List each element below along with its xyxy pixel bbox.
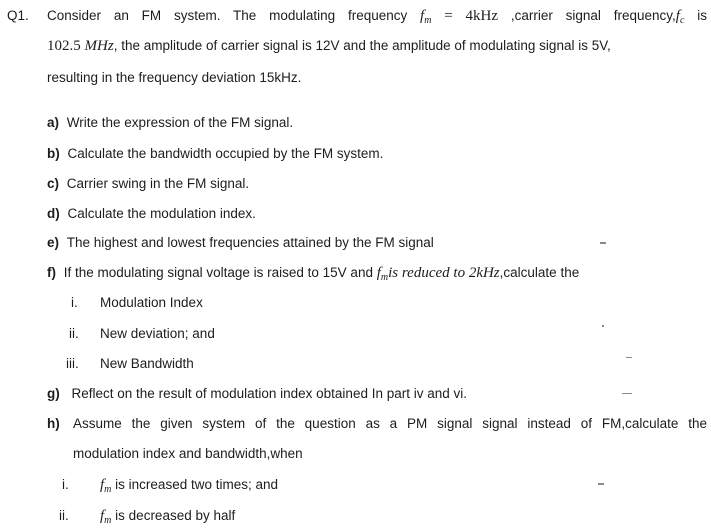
- part-h-line-1: Assume the given system of the question as a PM signal signal instead of FM,calculate the: [73, 416, 707, 431]
- fm-value: = 4kHz: [444, 8, 499, 24]
- intro-text-1: Consider an FM system. The modulating frequency: [47, 8, 408, 23]
- part-a-text: Write the expression of the FM signal.: [66, 115, 294, 130]
- part-g: [47, 386, 467, 401]
- part-f-sub-2: [69, 326, 215, 341]
- part-b-label: b): [47, 146, 60, 161]
- part-e: [47, 235, 434, 250]
- part-h-sub-2-text: is decreased by half: [115, 508, 236, 523]
- part-b-text: Calculate the bandwidth occupied by the FM system.: [67, 146, 384, 161]
- part-f-sub-3-num: iii.: [66, 356, 79, 371]
- intro-line-2: [47, 38, 611, 55]
- part-h-sub-1-fm-symbol: $f_m$: [100, 477, 112, 495]
- part-f-math-text: is reduced to 2kHz: [388, 265, 500, 281]
- scan-speck: [602, 325, 604, 327]
- scan-speck: [600, 242, 606, 244]
- part-h-sub-1-num: i.: [62, 477, 69, 492]
- part-d: [47, 206, 256, 221]
- carrier-freq-unit: MHz: [84, 38, 114, 54]
- part-d-text: Calculate the modulation index.: [67, 206, 256, 221]
- part-f-fm-symbol: $f_m$: [376, 265, 389, 283]
- part-e-label: e): [47, 235, 60, 250]
- part-f: [47, 265, 579, 282]
- part-h-sub-2: [59, 508, 235, 525]
- intro-line-1: [47, 8, 707, 25]
- part-a-label: a): [47, 115, 60, 130]
- carrier-freq-value: 102.5: [47, 38, 81, 54]
- fm-symbol: $f_m$: [420, 8, 432, 26]
- scan-speck: [626, 357, 632, 358]
- part-h-sub-2-num: ii.: [59, 508, 69, 523]
- part-f-label: f): [47, 265, 56, 280]
- part-c-text: Carrier swing in the FM signal.: [66, 176, 250, 191]
- part-c-label: c): [47, 176, 60, 191]
- intro-line-3: resulting in the frequency deviation 15kHz.: [47, 70, 302, 85]
- part-h-sub-2-fm-symbol: $f_m$: [100, 508, 112, 526]
- scan-speck: [598, 483, 604, 485]
- part-h-line-2: modulation index and bandwidth,when: [73, 446, 303, 461]
- part-d-label: d): [47, 206, 60, 221]
- part-f-sub-2-text: New deviation; and: [100, 326, 215, 341]
- part-h-label: h): [47, 416, 60, 431]
- part-a: [47, 115, 293, 130]
- part-g-text: Reflect on the result of modulation index obtained In part iv and vi.: [71, 386, 468, 401]
- part-e-text: The highest and lowest frequencies attained by the FM signal: [66, 235, 434, 250]
- part-c: [47, 176, 249, 191]
- part-f-sub-1: [71, 295, 203, 310]
- part-f-sub-3: [66, 356, 194, 371]
- part-f-text-2: ,calculate the: [499, 265, 580, 280]
- part-b: [47, 146, 383, 161]
- part-f-sub-1-num: i.: [71, 295, 78, 310]
- intro-text-3: is: [697, 8, 707, 23]
- part-f-sub-2-num: ii.: [69, 326, 79, 341]
- part-h-sub-1: [62, 477, 278, 494]
- question-number: Q1.: [7, 8, 29, 23]
- part-f-text-1: If the modulating signal voltage is raised to 15V and: [63, 265, 373, 280]
- fc-symbol: $f_c$: [675, 8, 685, 26]
- part-g-label: g): [47, 386, 60, 401]
- part-f-sub-3-text: New Bandwidth: [100, 356, 194, 371]
- scan-speck: [622, 393, 632, 394]
- intro-text-2: ,carrier signal frequency,: [510, 8, 676, 23]
- part-f-sub-1-text: Modulation Index: [100, 295, 203, 310]
- part-h-sub-1-text: is increased two times; and: [115, 477, 278, 492]
- intro-text-4: , the amplitude of carrier signal is 12V and the amplitude of modulating signal is 5V,: [113, 38, 611, 53]
